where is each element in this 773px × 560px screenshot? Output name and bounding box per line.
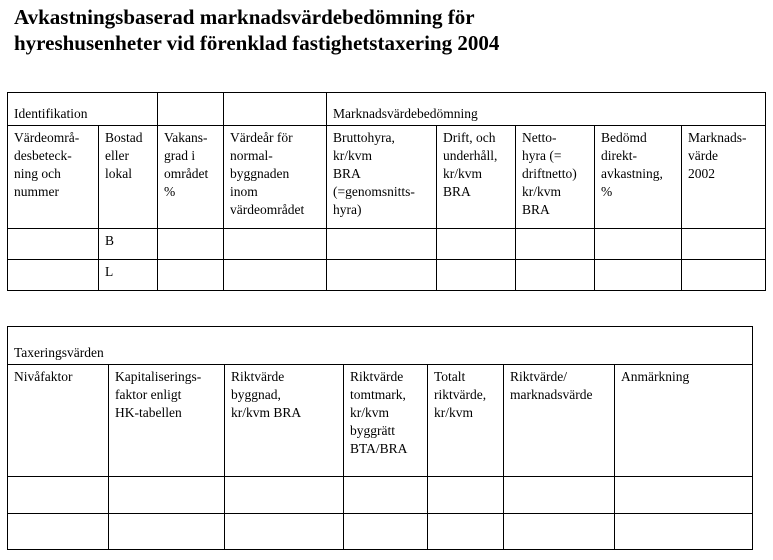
col-header-direct-yield: Bedömd direkt- avkastning, % xyxy=(595,126,682,229)
col-header-value-area: Värdeområ- desbeteck- ning och nummer xyxy=(8,126,99,229)
page-title xyxy=(14,4,754,56)
group-header-blank xyxy=(158,93,224,126)
input-cell[interactable] xyxy=(437,260,516,291)
assessment-values-table xyxy=(7,326,753,550)
input-cell[interactable] xyxy=(595,229,682,260)
col-header-value-year: Värdeår för normal- byggnaden inom värdeområdet xyxy=(224,126,327,229)
input-cell[interactable] xyxy=(327,260,437,291)
input-cell[interactable] xyxy=(8,477,109,514)
table-row xyxy=(8,260,766,291)
input-cell[interactable] xyxy=(109,477,225,514)
input-cell[interactable] xyxy=(437,229,516,260)
input-cell[interactable] xyxy=(8,229,99,260)
col-header-operating-cost: Drift, och underhåll, kr/kvm BRA xyxy=(437,126,516,229)
input-cell[interactable] xyxy=(8,260,99,291)
col-header-guide-value-building: Riktvärde byggnad, kr/kvm BRA xyxy=(225,365,344,477)
col-header-gross-rent: Bruttohyra, kr/kvm BRA (=genomsnitts- hyra) xyxy=(327,126,437,229)
title-line-2: hyreshusenheter vid förenklad fastighetstaxering 2004 xyxy=(14,31,500,55)
input-cell[interactable] xyxy=(595,260,682,291)
col-header-net-rent: Netto- hyra (= driftnetto) kr/kvm BRA xyxy=(516,126,595,229)
input-cell[interactable] xyxy=(225,514,344,550)
table-row xyxy=(8,229,766,260)
input-cell[interactable] xyxy=(327,229,437,260)
input-cell[interactable] xyxy=(682,260,766,291)
table2-group-row xyxy=(8,327,753,365)
input-cell[interactable] xyxy=(504,514,615,550)
input-cell[interactable] xyxy=(428,477,504,514)
input-cell[interactable] xyxy=(109,514,225,550)
input-cell[interactable] xyxy=(8,514,109,550)
table2-header-row xyxy=(8,365,753,477)
table1-header-row xyxy=(8,126,766,229)
input-cell[interactable] xyxy=(224,260,327,291)
col-header-guide-value-land: Riktvärde tomtmark, kr/kvm byggrätt BTA/BRA xyxy=(344,365,428,477)
col-header-market-value: Marknads- värde 2002 xyxy=(682,126,766,229)
col-header-housing-or-premises: Bostad eller lokal xyxy=(99,126,158,229)
row-label-housing: B xyxy=(99,229,158,260)
group-header-identification: Identifikation xyxy=(8,93,158,126)
table-row xyxy=(8,477,753,514)
col-header-remarks: Anmärkning xyxy=(615,365,753,477)
input-cell[interactable] xyxy=(428,514,504,550)
input-cell[interactable] xyxy=(504,477,615,514)
input-cell[interactable] xyxy=(344,477,428,514)
title-line-1: Avkastningsbaserad marknadsvärdebedömning för xyxy=(14,5,475,29)
group-header-blank xyxy=(224,93,327,126)
input-cell[interactable] xyxy=(516,229,595,260)
row-label-premises: L xyxy=(99,260,158,291)
col-header-level-factor: Nivåfaktor xyxy=(8,365,109,477)
market-value-table xyxy=(7,92,766,291)
table1-group-row xyxy=(8,93,766,126)
col-header-capitalisation-factor: Kapitaliserings- faktor enligt HK-tabellen xyxy=(109,365,225,477)
input-cell[interactable] xyxy=(516,260,595,291)
col-header-guide-to-market-value: Riktvärde/ marknadsvärde xyxy=(504,365,615,477)
group-header-assessment-values: Taxeringsvärden xyxy=(8,327,753,365)
input-cell[interactable] xyxy=(615,514,753,550)
group-header-market-value: Marknadsvärdebedömning xyxy=(327,93,766,126)
input-cell[interactable] xyxy=(158,229,224,260)
col-header-total-guide-value: Totalt riktvärde, kr/kvm xyxy=(428,365,504,477)
col-header-vacancy-rate: Vakans- grad i området % xyxy=(158,126,224,229)
input-cell[interactable] xyxy=(225,477,344,514)
input-cell[interactable] xyxy=(344,514,428,550)
input-cell[interactable] xyxy=(615,477,753,514)
input-cell[interactable] xyxy=(682,229,766,260)
table-row xyxy=(8,514,753,550)
input-cell[interactable] xyxy=(158,260,224,291)
input-cell[interactable] xyxy=(224,229,327,260)
